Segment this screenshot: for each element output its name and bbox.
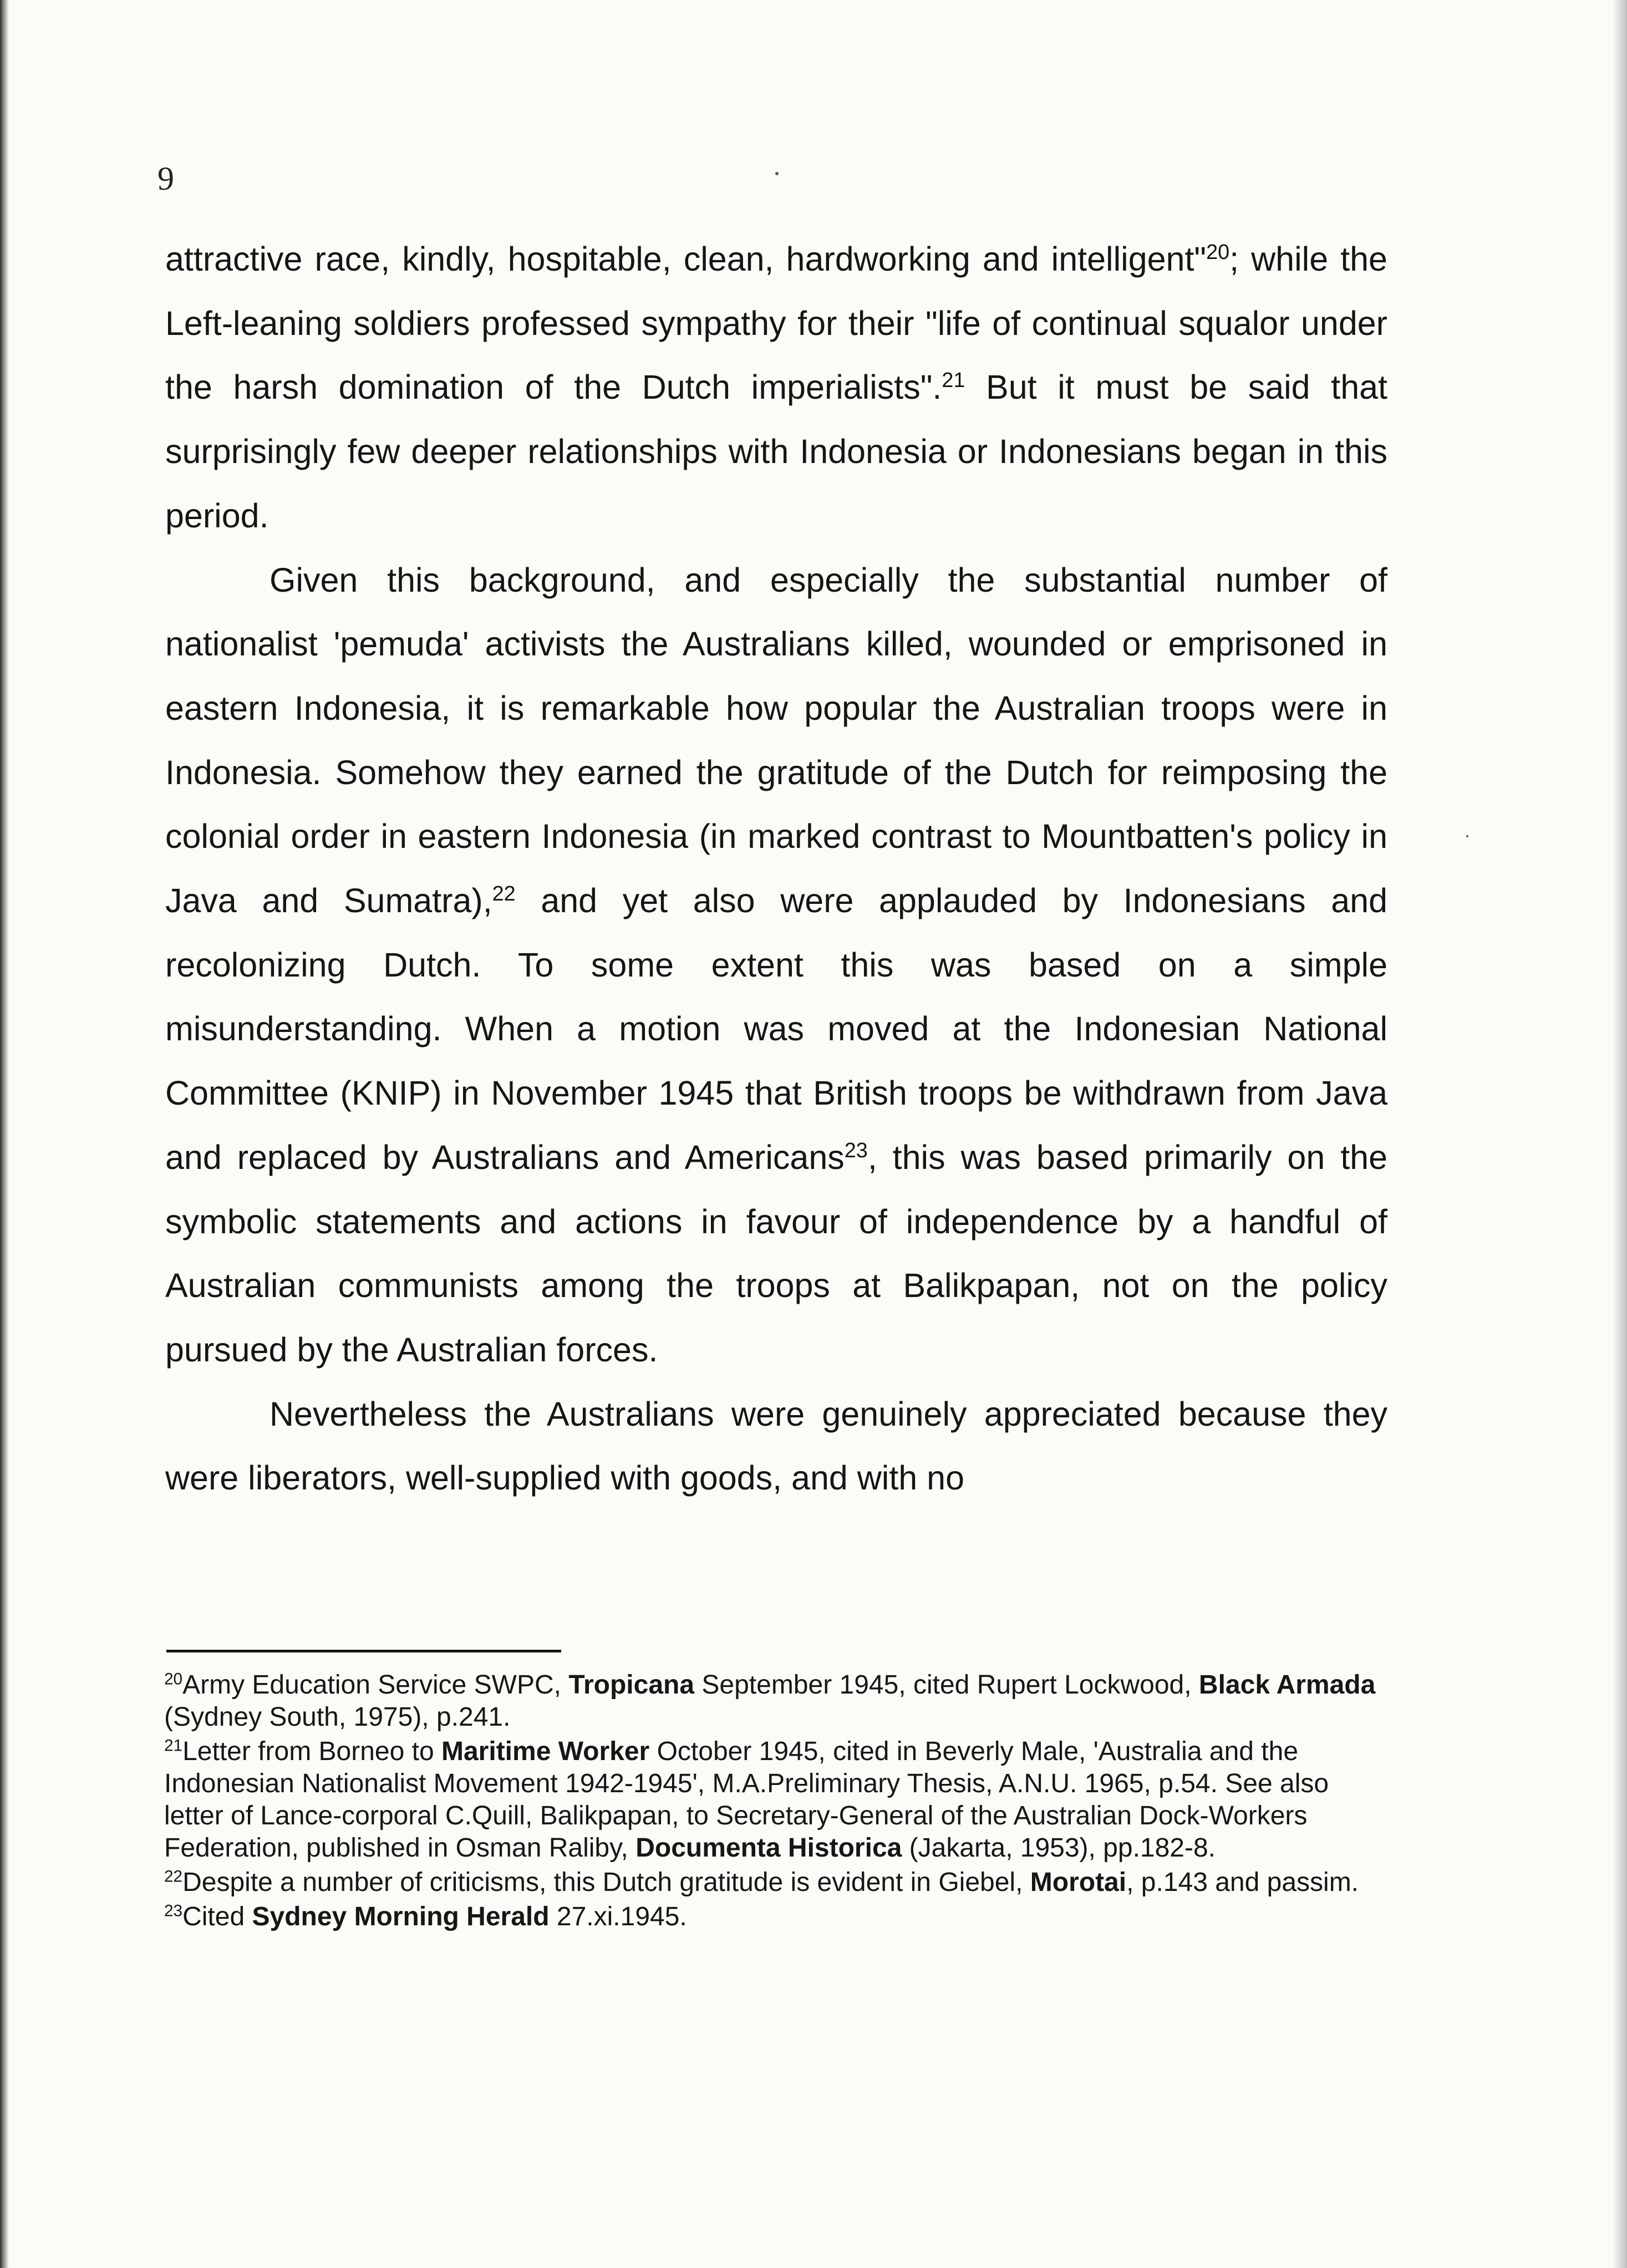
- footnote-text: Army Education Service SWPC,: [182, 1670, 569, 1700]
- paragraph-text: attractive race, kindly, hospitable, clean, hardworking and intelligent": [165, 240, 1207, 278]
- footnote-text: 27.xi.1945.: [549, 1902, 687, 1931]
- footnote-text: (Jakarta, 1953), pp.182-8.: [902, 1833, 1216, 1863]
- footnote-text: (Sydney South, 1975), p.241.: [164, 1702, 511, 1732]
- footnote-title: Maritime Worker: [441, 1737, 650, 1766]
- page-number: 9: [157, 160, 174, 197]
- footnote-title: Documenta Historica: [635, 1833, 902, 1863]
- footnote-21: [164, 1736, 1382, 1864]
- paragraph-text: , this was based primarily on the symbolic statements and actions in favour of independence by a handful of Australian communists among the troops at Balikpapan, not on the policy pursued by the Australian forces.: [165, 1138, 1387, 1369]
- footnote-number: 22: [164, 1867, 183, 1886]
- footnote-text: , p.143 and passim.: [1126, 1868, 1359, 1897]
- scan-speck: [1466, 835, 1468, 837]
- footnote-text: September 1945, cited Rupert Lockwood,: [694, 1670, 1199, 1700]
- paragraph-text: Given this background, and especially the substantial number of nationalist 'pemuda' activists the Australians killed, wounded or emprisoned in eastern Indonesia, it is remarkable how popular the Australian troops were in Indonesia. Somehow they earned the gratitude of the Dutch for reimposing the colonial order in eastern Indonesia (in marked contrast to Mountbatten's policy in Java and Sumatra),: [165, 561, 1387, 920]
- footnote-text: Letter from Borneo to: [182, 1737, 441, 1766]
- main-text: [165, 227, 1387, 1511]
- footnote-ref: 20: [1206, 241, 1230, 265]
- footnote-20: [164, 1669, 1382, 1733]
- footnote-number: 23: [164, 1901, 183, 1920]
- footnote-22: [164, 1867, 1382, 1899]
- footnote-title: Tropicana: [568, 1670, 695, 1700]
- footnote-text: October 1945, cited in Beverly Male, 'Australia and the Indonesian Nationalist Movement 1942-1945', M.A.Preliminary Thesis, A.N.U. 1965, p.54. See also letter of Lance-corporal C.Quill, Balikpapan, to Secretary-General of the Australian Dock-Workers Federation, published in Osman Raliby,: [164, 1737, 1329, 1863]
- footnotes: [164, 1669, 1382, 1935]
- scan-left-edge-shadow: [0, 0, 9, 2268]
- scan-speck: [775, 172, 779, 175]
- footnote-text: Despite a number of criticisms, this Dutch gratitude is evident in Giebel,: [182, 1868, 1030, 1897]
- footnote-number: 21: [164, 1736, 183, 1755]
- footnote-title: Black Armada: [1198, 1670, 1376, 1700]
- paragraph-text: ; while the Left-leaning soldiers professed sympathy for their "life of continual squalor under the harsh domination of the Dutch imperialists".: [165, 240, 1387, 406]
- paragraph-text: Nevertheless the Australians were genuinely appreciated because they were liberators, well-supplied with goods, and with no: [165, 1395, 1387, 1497]
- scan-right-edge: [1613, 0, 1627, 2268]
- footnote-23: [164, 1901, 1382, 1933]
- footnote-number: 20: [164, 1670, 183, 1689]
- footnote-title: Morotai: [1030, 1868, 1127, 1897]
- footnote-divider: [166, 1650, 561, 1652]
- footnote-title: Sydney Morning Herald: [252, 1902, 550, 1931]
- paragraph-1: [165, 227, 1387, 548]
- paragraph-text: But it must be said that surprisingly few deeper relationships with Indonesia or Indonesians began in this period.: [165, 368, 1387, 535]
- footnote-ref: 23: [844, 1139, 868, 1163]
- paragraph-3: [165, 1382, 1387, 1511]
- paragraph-text: and yet also were applauded by Indonesians and recolonizing Dutch. To some extent this was based on a simple misunderstanding. When a motion was moved at the Indonesian National Committee (KNIP) in November 1945 that British troops be withdrawn from Java and replaced by Australians and Americans: [165, 882, 1388, 1176]
- footnote-text: Cited: [182, 1902, 252, 1931]
- footnote-ref: 21: [942, 369, 965, 393]
- paragraph-2: [165, 548, 1387, 1382]
- footnote-ref: 22: [492, 882, 516, 906]
